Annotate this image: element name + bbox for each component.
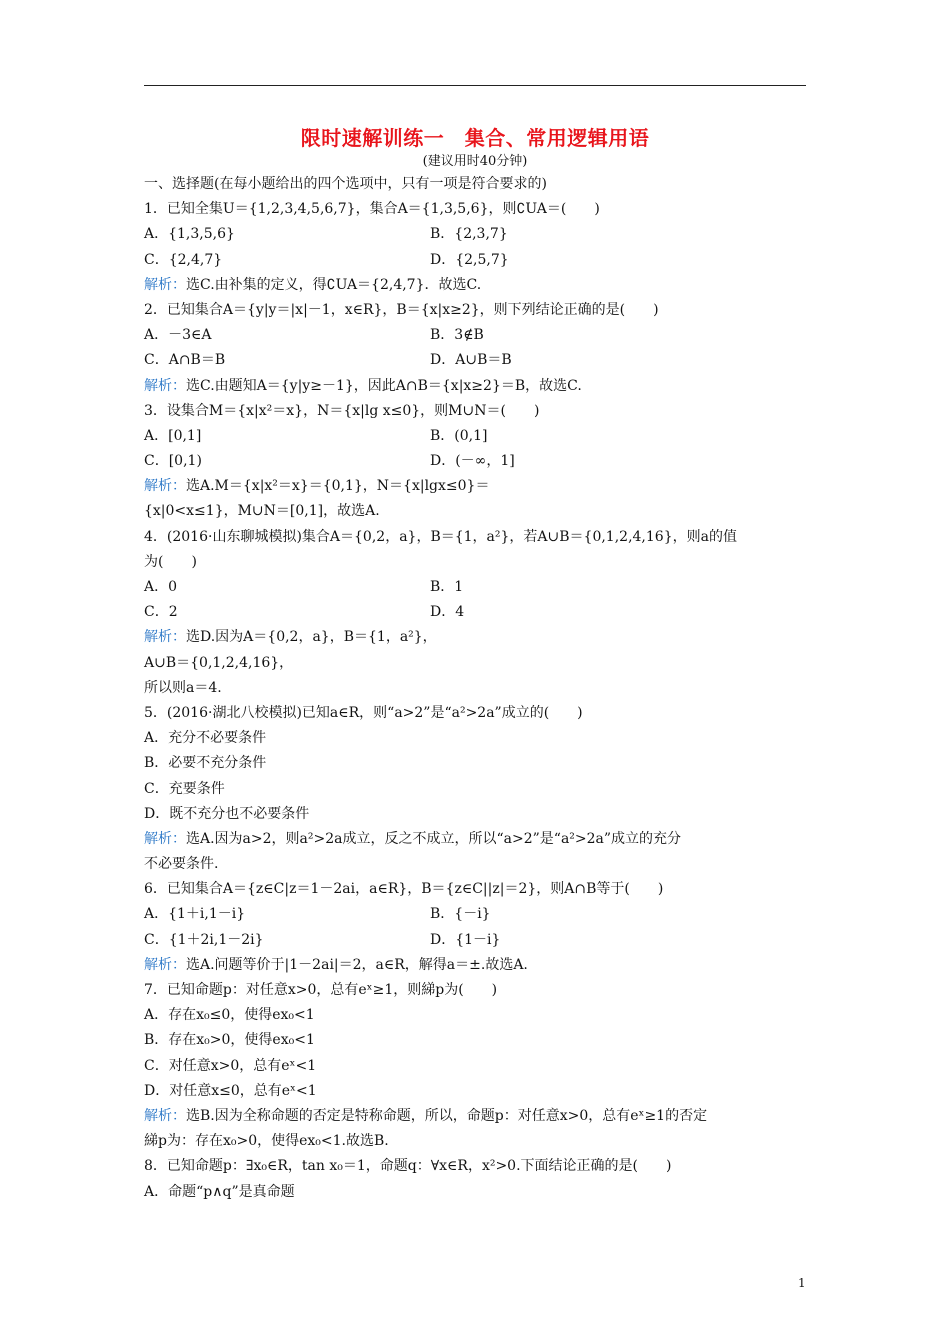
line-text: B．必要不充分条件	[144, 755, 267, 772]
option-left: A．[0,1]	[144, 427, 202, 444]
text-line	[144, 827, 809, 852]
page-title: 限时速解训练一 集合、常用逻辑用语	[300, 126, 650, 150]
analysis-label: 解析：	[144, 830, 186, 847]
text-line	[144, 877, 809, 902]
line-text: 选B.因为全称命题的否定是特称命题，所以，命题p：对任意x>0，总有eˣ≥1的否定	[186, 1107, 708, 1124]
option-left: C．2	[144, 604, 178, 621]
text-line	[144, 197, 809, 222]
line-text: 选C.由补集的定义，得∁UA＝{2,4,7}．故选C.	[186, 276, 482, 293]
option-left: C．A∩B＝B	[144, 352, 226, 369]
line-text: 綈p为：存在x₀>0，使得ex₀<1.故选B.	[144, 1133, 389, 1150]
line-text: 选A.M＝{x|x²＝x}＝{0,1}，N＝{x|lgx≤0}＝	[186, 478, 490, 495]
text-line	[144, 550, 809, 575]
line-text: 2．已知集合A＝{y|y＝|x|－1，x∈R}，B＝{x|x≥2}，则下列结论正确的是( )	[144, 301, 659, 318]
text-line	[144, 1180, 809, 1205]
line-text: D．既不充分也不必要条件	[144, 805, 310, 822]
text-line	[144, 374, 809, 399]
text-line	[144, 474, 809, 499]
text-line	[144, 651, 809, 676]
option-right: D．{2,5,7}	[430, 251, 509, 268]
line-text: B．存在x₀>0，使得ex₀<1	[144, 1032, 315, 1049]
line-text: C．充要条件	[144, 780, 225, 797]
text-line	[144, 424, 809, 449]
text-line	[144, 172, 809, 197]
line-text: A．命题“p∧q”是真命题	[144, 1183, 295, 1200]
text-line	[144, 978, 809, 1003]
analysis-label: 解析：	[144, 377, 186, 394]
line-text: 选A.问题等价于|1－2ai|＝2，a∈R，解得a＝±.故选A.	[186, 956, 528, 973]
page-subtitle: (建议用时40分钟)	[422, 154, 528, 169]
text-line	[144, 1154, 809, 1179]
analysis-label: 解析：	[144, 1107, 186, 1124]
line-text: 4．(2016·山东聊城模拟)集合A＝{0,2，a}，B＝{1，a²}，若A∪B＝{0,1,2,4,16}，则a的值	[144, 528, 737, 545]
line-text: A∪B＝{0,1,2,4,16}，	[144, 654, 294, 671]
option-left: A．－3∈A	[144, 327, 212, 344]
text-line	[144, 1129, 809, 1154]
option-right: B．{－i}	[430, 906, 491, 923]
text-line	[144, 499, 809, 524]
text-line	[144, 449, 809, 474]
option-right: D．A∪B＝B	[430, 352, 512, 369]
line-text: 为( )	[144, 553, 197, 570]
text-line	[144, 1028, 809, 1053]
text-line	[144, 575, 809, 600]
line-text: D．对任意x≤0，总有eˣ<1	[144, 1082, 317, 1099]
option-right: D．(－∞，1]	[430, 453, 515, 470]
page-number: 1	[798, 1276, 806, 1290]
option-left: C．{2,4,7}	[144, 251, 223, 268]
line-text: {x|0<x≤1}，M∪N＝[0,1]，故选A.	[144, 503, 380, 520]
option-left: C．{1＋2i,1－2i}	[144, 931, 264, 948]
text-line	[144, 248, 809, 273]
option-left: A．0	[144, 579, 178, 595]
text-line	[144, 273, 809, 298]
text-line	[144, 323, 809, 348]
line-text: 5．(2016·湖北八校模拟)已知a∈R，则“a>2”是“a²>2a”成立的( )	[144, 704, 583, 721]
text-line	[144, 348, 809, 373]
line-text: 6．已知集合A＝{z∈C|z＝1－2ai，a∈R}，B＝{z∈C||z|＝2}，则A∩B等于( )	[144, 881, 664, 898]
line-text: 选D.因为A＝{0,2，a}，B＝{1，a²}，	[186, 629, 437, 646]
text-line	[144, 1104, 809, 1129]
analysis-label: 解析：	[144, 629, 186, 646]
line-text: A．存在x₀≤0，使得ex₀<1	[144, 1007, 315, 1024]
option-right: B．{2,3,7}	[430, 226, 508, 243]
line-text: 3．设集合M＝{x|x²＝x}，N＝{x|lg x≤0}，则M∪N＝( )	[144, 402, 540, 419]
text-line	[144, 1079, 809, 1104]
text-line	[144, 298, 809, 323]
line-text: 一、选择题(在每小题给出的四个选项中，只有一项是符合要求的)	[144, 176, 547, 192]
analysis-label: 解析：	[144, 276, 186, 293]
text-line	[144, 1054, 809, 1079]
text-line	[144, 777, 809, 802]
option-right: B．(0,1]	[430, 427, 488, 444]
option-right: B．1	[430, 579, 464, 595]
text-line	[144, 852, 809, 877]
line-text: A．充分不必要条件	[144, 730, 267, 747]
text-line	[144, 222, 809, 247]
analysis-label: 解析：	[144, 956, 186, 973]
text-line	[144, 1003, 809, 1028]
option-right: B．3∉B	[430, 327, 484, 344]
text-line	[144, 953, 809, 978]
option-left: A．{1,3,5,6}	[144, 226, 235, 243]
text-line	[144, 525, 809, 550]
header-rule	[144, 85, 806, 86]
text-line	[144, 676, 809, 701]
line-text: 1．已知全集U＝{1,2,3,4,5,6,7}，集合A＝{1,3,5,6}，则∁UA＝( )	[144, 201, 600, 218]
text-line	[144, 802, 809, 827]
text-line	[144, 751, 809, 776]
line-text: 8．已知命题p：∃x₀∈R，tan x₀＝1，命题q：∀x∈R，x²>0.下面结论正确的是( )	[144, 1158, 672, 1175]
text-line	[144, 701, 809, 726]
line-text: 7．已知命题p：对任意x>0，总有eˣ≥1，则綈p为( )	[144, 982, 498, 998]
line-text: 选A.因为a>2，则a²>2a成立，反之不成立，所以“a>2”是“a²>2a”成立的充分	[186, 830, 682, 847]
line-text: 选C.由题知A＝{y|y≥－1}，因此A∩B＝{x|x≥2}＝B，故选C.	[186, 377, 582, 394]
text-line	[144, 928, 809, 953]
text-line	[144, 726, 809, 751]
line-text: C．对任意x>0，总有eˣ<1	[144, 1057, 317, 1074]
option-right: D．{1－i}	[430, 931, 501, 948]
line-text: 不必要条件.	[144, 856, 219, 873]
line-text: 所以则a＝4.	[144, 679, 222, 696]
option-left: C．[0,1)	[144, 453, 202, 470]
text-line	[144, 600, 809, 625]
option-right: D．4	[430, 604, 465, 621]
option-left: A．{1＋i,1－i}	[144, 906, 246, 923]
text-line	[144, 399, 809, 424]
analysis-label: 解析：	[144, 478, 186, 495]
text-line	[144, 625, 809, 650]
text-line	[144, 902, 809, 927]
document-body	[144, 172, 809, 1205]
